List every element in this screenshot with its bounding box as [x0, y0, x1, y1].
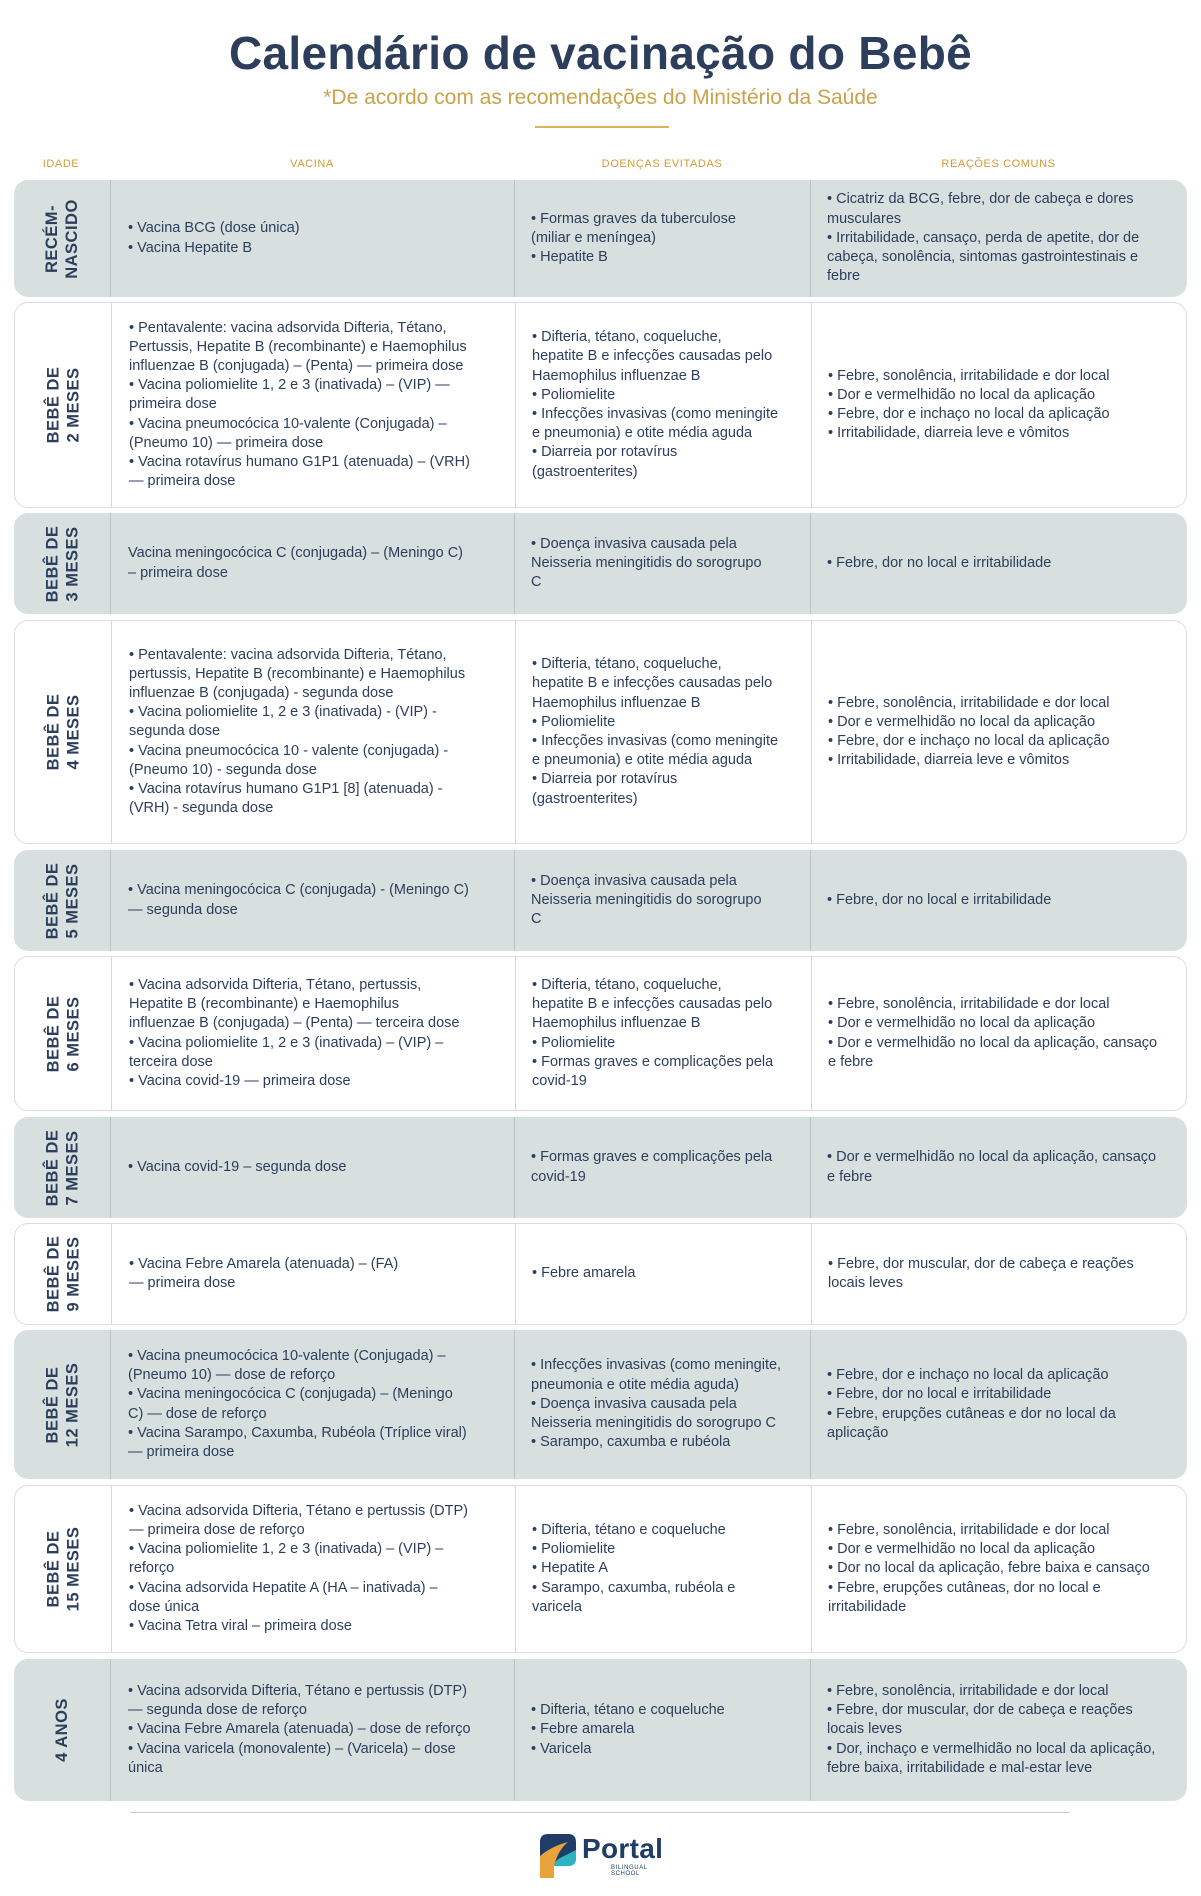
- table-row: [14, 1117, 1187, 1218]
- page-subtitle: *De acordo com as recomendações do Ministério da Saúde: [323, 86, 878, 109]
- diseases-cell: • Doença invasiva causada pela Neisseria meningitidis do sorogrupo C: [531, 535, 762, 591]
- table-row: [14, 1659, 1187, 1801]
- vaccine-cell: • Vacina adsorvida Difteria, Tétano, pertussis, Hepatite B (recombinante) e Haemophilus influenzae B (conjugada) – (Penta) — terceira dose • Vacina poliomielite 1, 2 e 3 (inativada) – (VIP) – terceira dose • Vacina covid-19 — primeira dose: [129, 976, 460, 1089]
- diseases-cell: • Formas graves e complicações pela covid-19: [531, 1149, 773, 1185]
- vaccine-cell: Vacina meningocócica C (conjugada) – (Meningo C) – primeira dose: [128, 545, 464, 581]
- age-label: BEBÊ DE 4 MESES: [43, 693, 82, 771]
- table-row: [14, 1223, 1187, 1325]
- age-label: BEBÊ DE 3 MESES: [42, 525, 81, 602]
- age-label: BEBÊ DE 9 MESES: [43, 1235, 82, 1313]
- portal-logo: [538, 1830, 678, 1882]
- vaccine-cell: • Vacina BCG (dose única) • Vacina Hepatite B: [128, 220, 300, 256]
- page-title: Calendário de vacinação do Bebê: [229, 27, 972, 79]
- title-divider: [535, 126, 669, 128]
- table-row: [14, 180, 1187, 297]
- age-label: BEBÊ DE 7 MESES: [42, 1129, 81, 1206]
- vaccine-cell: • Pentavalente: vacina adsorvida Difteria, Tétano, Pertussis, Hepatite B (recombinante) e Haemophilus influenzae B (conjugada) – (Penta) — primeira dose • Vacina poliomielite 1, 2 e 3 (inativada) – (VIP) — primeira dose • Vacina pneumocócica 10-valente (Conjugada) – (Pneumo 10) — primeira dose • Vacina rotavírus humano G1P1 (atenuada) – (VRH) — primeira dose: [129, 319, 470, 490]
- reactions-cell: • Febre, dor muscular, dor de cabeça e reações locais leves: [828, 1255, 1134, 1291]
- table-row: [14, 513, 1187, 614]
- diseases-cell: • Difteria, tétano, coqueluche, hepatite B e infecções causadas pelo Haemophilus influenzae B • Poliomielite • Infecções invasivas (como meningite e pneumonia) e otite média aguda • Diarreia por rotavírus (gastroenterites): [532, 329, 779, 480]
- reactions-cell: • Febre, dor no local e irritabilidade: [827, 891, 1052, 908]
- age-label: BEBÊ DE 2 MESES: [43, 366, 82, 444]
- table-row: [14, 1330, 1187, 1479]
- table-row: [14, 620, 1187, 844]
- reactions-cell: • Cicatriz da BCG, febre, dor de cabeça e dores musculares • Irritabilidade, cansaço, perda de apetite, dor de cabeça, sonolência, sintomas gastrointestinais e febre: [827, 191, 1140, 285]
- age-label: BEBÊ DE 5 MESES: [42, 862, 81, 939]
- reactions-cell: • Febre, sonolência, irritabilidade e dor local • Dor e vermelhidão no local da aplicação • Febre, dor e inchaço no local da aplicação • Irritabilidade, diarreia leve e vômitos: [828, 694, 1110, 769]
- table-row: [14, 1485, 1187, 1653]
- footer-divider: [130, 1812, 1070, 1813]
- column-header-reactions: REAÇÕES COMUNS: [941, 158, 1056, 170]
- age-label: BEBÊ DE 12 MESES: [43, 1362, 81, 1447]
- table-header: [14, 158, 1187, 174]
- reactions-cell: • Febre, dor no local e irritabilidade: [827, 554, 1052, 571]
- vaccine-cell: • Vacina adsorvida Difteria, Tétano e pertussis (DTP) — segunda dose de reforço • Vacina Febre Amarela (atenuada) – dose de reforço • Vacina varicela (monovalente) – (Varicela) – dose única: [128, 1682, 471, 1776]
- table-row: [14, 956, 1187, 1111]
- column-header-age: IDADE: [42, 158, 80, 170]
- diseases-cell: • Difteria, tétano, coqueluche, hepatite B e infecções causadas pelo Haemophilus influenzae B • Poliomielite • Infecções invasivas (como meningite e pneumonia) e otite média aguda • Diarreia por rotavírus (gastroenterites): [532, 656, 779, 807]
- vaccine-cell: • Vacina meningocócica C (conjugada) - (Meningo C) — segunda dose: [128, 882, 469, 918]
- reactions-cell: • Febre, sonolência, irritabilidade e dor local • Dor e vermelhidão no local da aplicação • Febre, dor e inchaço no local da aplicação • Irritabilidade, diarreia leve e vômitos: [828, 367, 1110, 442]
- diseases-cell: • Difteria, tétano e coqueluche • Poliomielite • Hepatite A • Sarampo, caxumba, rubéola e varicela: [532, 1521, 736, 1615]
- vaccine-cell: • Vacina covid-19 – segunda dose: [128, 1158, 347, 1175]
- column-header-vaccine: VACINA: [290, 158, 334, 170]
- vaccine-cell: • Vacina Febre Amarela (atenuada) – (FA) — primeira dose: [129, 1255, 399, 1291]
- column-header-diseases: DOENÇAS EVITADAS: [601, 158, 723, 170]
- vaccine-cell: • Vacina adsorvida Difteria, Tétano e pertussis (DTP) — primeira dose de reforço • Vacina poliomielite 1, 2 e 3 (inativada) – (VIP) – reforço • Vacina adsorvida Hepatite A (HA – inativada) – dose única • Vacina Tetra viral – primeira dose: [129, 1502, 468, 1634]
- portal-logo-text: Portal: [582, 1833, 664, 1864]
- table-row: [14, 302, 1187, 508]
- reactions-cell: • Febre, dor e inchaço no local da aplicação • Febre, dor no local e irritabilidade • Febre, erupções cutâneas e dor no local da aplicação: [827, 1367, 1116, 1441]
- diseases-cell: • Difteria, tétano, coqueluche, hepatite B e infecções causadas pelo Haemophilus influenzae B • Poliomielite • Formas graves e complicações pela covid-19: [532, 976, 774, 1089]
- reactions-cell: • Febre, sonolência, irritabilidade e dor local • Febre, dor muscular, dor de cabeça e reações locais leves • Dor, inchaço e vermelhidão no local da aplicação, febre baixa, irritabilidade e mal-estar leve: [827, 1682, 1156, 1776]
- age-label: RECÉM- NASCIDO: [43, 198, 81, 279]
- reactions-cell: • Dor e vermelhidão no local da aplicação, cansaço e febre: [827, 1149, 1157, 1185]
- diseases-cell: • Febre amarela: [532, 1265, 636, 1282]
- vaccine-cell: • Vacina pneumocócica 10-valente (Conjugada) – (Pneumo 10) — dose de reforço • Vacina meningocócica C (conjugada) – (Meningo C) — dose de reforço • Vacina Sarampo, Caxumba, Rubéola (Tríplice viral) — primeira dose: [128, 1347, 467, 1460]
- table-row: [14, 850, 1187, 951]
- portal-logo-subtext: BILINGUAL SCHOOL: [611, 1865, 648, 1877]
- age-label: BEBÊ DE 15 MESES: [44, 1526, 82, 1612]
- reactions-cell: • Febre, sonolência, irritabilidade e dor local • Dor e vermelhidão no local da aplicação • Dor e vermelhidão no local da aplicação, cansaço e febre: [828, 996, 1158, 1070]
- vaccine-cell: • Pentavalente: vacina adsorvida Difteria, Tétano, pertussis, Hepatite B (recombinante) e Haemophilus influenzae B (conjugada) - segunda dose • Vacina poliomielite 1, 2 e 3 (inativada) - (VIP) - segunda dose • Vacina pneumocócica 10 - valente (conjugada) - (Pneumo 10) - segunda dose • Vacina rotavírus humano G1P1 [8] (atenuada) - (VRH) - segunda dose: [129, 646, 466, 817]
- reactions-cell: • Febre, sonolência, irritabilidade e dor local • Dor e vermelhidão no local da aplicação • Dor no local da aplicação, febre baixa e cansaço • Febre, erupções cutâneas, dor no local e irritabilidade: [828, 1521, 1150, 1615]
- portal-logo-icon: [538, 1832, 578, 1878]
- age-label: 4 ANOS: [52, 1698, 71, 1762]
- diseases-cell: • Doença invasiva causada pela Neisseria meningitidis do sorogrupo C: [531, 872, 762, 928]
- age-label: BEBÊ DE 6 MESES: [43, 995, 82, 1072]
- diseases-cell: • Infecções invasivas (como meningite, pneumonia e otite média aguda) • Doença invasiva causada pela Neisseria meningitidis do sorogrupo C • Sarampo, caxumba e rubéola: [531, 1357, 782, 1451]
- diseases-cell: • Formas graves da tuberculose (miliar e meníngea) • Hepatite B: [531, 210, 736, 266]
- diseases-cell: • Difteria, tétano e coqueluche • Febre amarela • Varicela: [531, 1702, 725, 1757]
